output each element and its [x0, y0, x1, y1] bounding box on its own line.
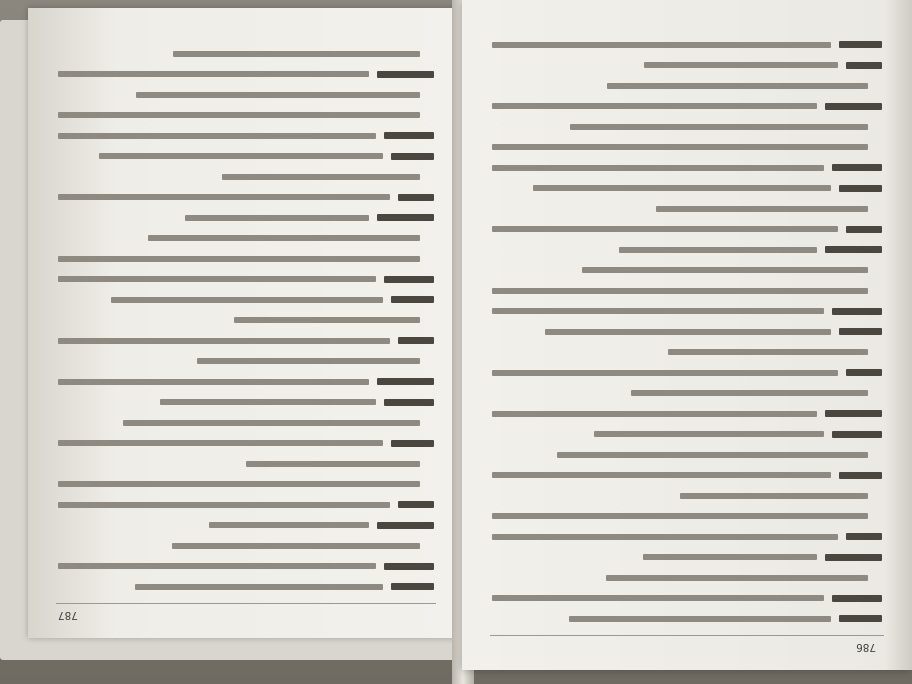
index-text-line [680, 493, 868, 499]
index-text-line [58, 113, 420, 119]
index-headword [384, 133, 434, 140]
index-headword [398, 194, 434, 201]
index-headword [846, 370, 882, 377]
right-page [462, 0, 912, 670]
index-text-line [246, 461, 420, 467]
index-text-line [631, 391, 868, 397]
index-text-line [197, 359, 420, 365]
index-text-line [545, 329, 831, 335]
index-text-line [492, 165, 824, 171]
index-headword [825, 554, 882, 561]
index-headword [377, 522, 434, 529]
index-text-line [135, 584, 383, 590]
left-index-entries [58, 38, 434, 590]
index-text-line [607, 83, 868, 89]
index-text-line [58, 72, 369, 78]
index-text-line [492, 227, 838, 233]
index-headword [391, 440, 434, 447]
index-text-line [111, 297, 383, 303]
index-headword [846, 534, 882, 541]
index-text-line [123, 420, 420, 426]
index-headword [391, 297, 434, 304]
index-text-line [58, 256, 420, 262]
index-headword [384, 563, 434, 570]
index-text-line [58, 502, 390, 508]
index-text-line [582, 268, 868, 274]
right-page-number: 786 [856, 641, 876, 654]
index-text-line [643, 555, 817, 561]
right-page-header [462, 636, 912, 656]
index-headword [832, 308, 882, 315]
left-page [28, 8, 464, 638]
index-headword [846, 62, 882, 69]
index-text-line [533, 186, 831, 192]
index-text-line [619, 247, 817, 253]
index-headword [377, 71, 434, 78]
index-text-line [234, 318, 420, 324]
left-header-rule [56, 603, 436, 604]
index-text-line [492, 473, 831, 479]
index-text-line [58, 277, 376, 283]
index-text-line [99, 154, 383, 160]
index-headword [825, 247, 882, 254]
index-text-line [606, 575, 868, 581]
index-text-line [222, 174, 420, 180]
index-headword [839, 42, 882, 49]
index-text-line [58, 133, 376, 139]
right-index-entries [492, 30, 882, 622]
index-headword [391, 153, 434, 160]
index-text-line [569, 616, 831, 622]
index-text-line [58, 379, 369, 385]
index-headword [384, 276, 434, 283]
index-headword [825, 103, 882, 110]
index-text-line [492, 411, 817, 417]
index-text-line [492, 309, 824, 315]
index-text-line [492, 534, 838, 540]
index-headword [398, 338, 434, 345]
index-headword [398, 502, 434, 509]
index-headword [832, 595, 882, 602]
index-headword [825, 411, 882, 418]
index-text-line [173, 51, 420, 57]
index-headword [839, 185, 882, 192]
index-headword [839, 329, 882, 336]
index-text-line [492, 288, 868, 294]
index-text-line [570, 124, 868, 130]
index-text-line [492, 370, 838, 376]
index-text-line [58, 195, 390, 201]
index-text-line [492, 514, 868, 520]
right-header-rule [490, 635, 884, 636]
index-text-line [136, 92, 420, 98]
left-page-header [28, 604, 464, 624]
index-headword [384, 399, 434, 406]
index-text-line [58, 441, 383, 447]
index-headword [391, 584, 434, 591]
index-text-line [492, 42, 831, 48]
index-headword [839, 472, 882, 479]
index-text-line [172, 543, 420, 549]
left-page-number: 787 [58, 609, 78, 622]
index-text-line [185, 215, 369, 221]
index-text-line [644, 63, 838, 69]
index-headword [377, 379, 434, 386]
index-text-line [58, 338, 390, 344]
index-text-line [668, 350, 868, 356]
index-headword [832, 431, 882, 438]
index-text-line [58, 482, 420, 488]
index-headword [377, 215, 434, 222]
index-text-line [492, 596, 824, 602]
index-text-line [594, 432, 824, 438]
index-text-line [557, 452, 868, 458]
index-text-line [656, 206, 868, 212]
index-headword [846, 226, 882, 233]
index-headword [832, 165, 882, 172]
index-text-line [160, 400, 376, 406]
index-headword [839, 616, 882, 623]
index-text-line [492, 145, 868, 151]
index-text-line [58, 564, 376, 570]
index-text-line [492, 104, 817, 110]
index-text-line [148, 236, 420, 242]
index-text-line [209, 523, 369, 529]
